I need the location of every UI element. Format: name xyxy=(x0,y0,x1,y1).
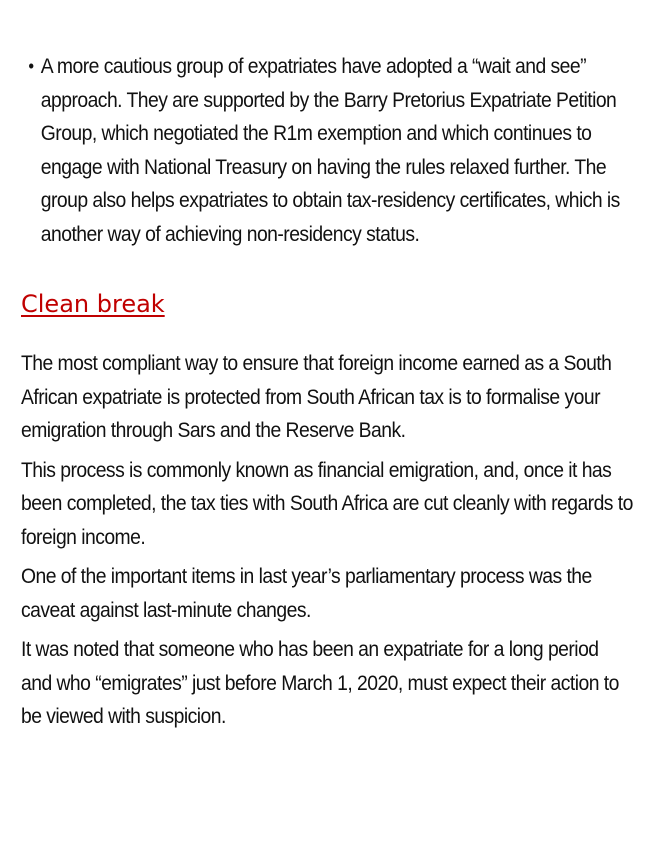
paragraph: This process is commonly known as financial emigration, and, once it has been completed, the tax ties with South Africa are cut cleanly with regards to foreign income. xyxy=(21,457,633,549)
article-body xyxy=(21,50,633,734)
paragraph: The most compliant way to ensure that foreign income earned as a South African expatriate is protected from South African tax is to formalise your emigration through Sars and the Reserve Bank. xyxy=(21,351,612,442)
section-heading-clean-break[interactable]: Clean break xyxy=(21,290,165,318)
bullet-icon: • xyxy=(28,56,34,76)
paragraph: It was noted that someone who has been an expatriate for a long period and who “emigrates” just before March 1, 2020, must expect their action to be viewed with suspicion. xyxy=(21,637,619,728)
bullet-list-item xyxy=(21,50,633,251)
bullet-text: A more cautious group of expatriates have adopted a “wait and see” approach. They are supported by the Barry Pretorius Expatriate Petition Group, which negotiated the R1m exemption and which continues to engage with National Treasury on having the rules relaxed further. The group also helps expatriates to obtain tax-residency certificates, which is another way of achieving non-residency status. xyxy=(40,54,620,246)
paragraph: One of the important items in last year’s parliamentary process was the caveat against last-minute changes. xyxy=(21,564,592,622)
